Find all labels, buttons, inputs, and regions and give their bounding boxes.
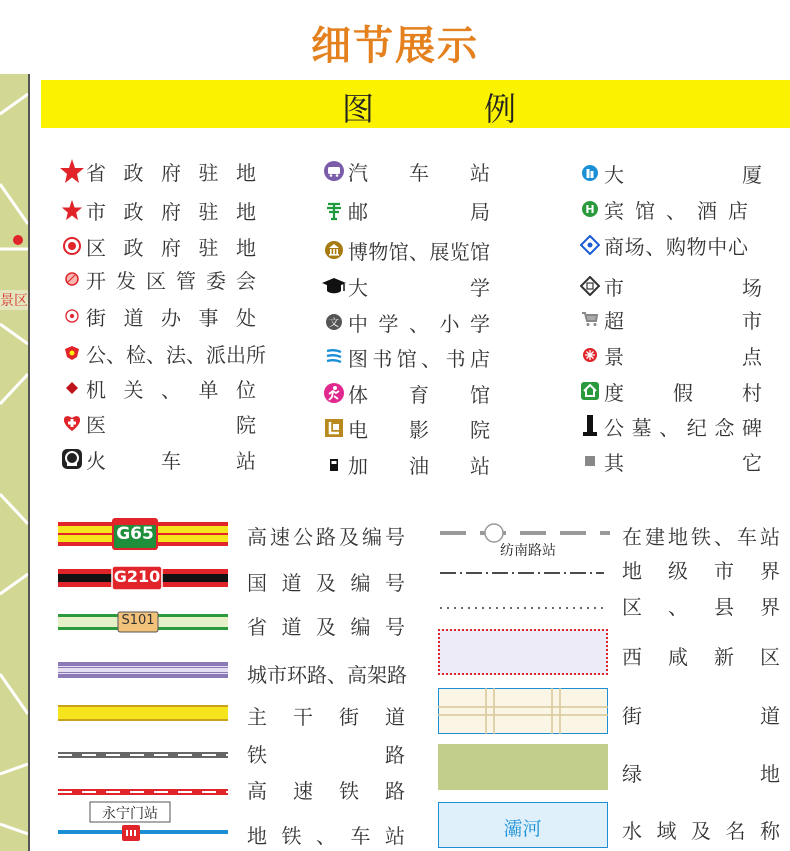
metro-station-label: 永宁门站 (102, 806, 158, 822)
map-fragment-label: 景区 (0, 290, 28, 310)
legend-item (320, 415, 490, 441)
legend-label: 超 市 (604, 308, 762, 333)
green-land-symbol (438, 744, 608, 790)
legend-label: 公 、 检 、 法 、 派 出 所 (86, 342, 266, 367)
other-icon (576, 449, 604, 473)
legend-item (576, 196, 748, 222)
xixian-new-area-symbol (438, 629, 608, 675)
metro-symbol (58, 800, 228, 846)
bus-station-icon (320, 159, 348, 183)
legend-item (58, 340, 266, 367)
resort-icon (576, 379, 604, 403)
ring-road-symbol (58, 660, 228, 680)
market-icon (576, 274, 604, 298)
red-star-icon (58, 198, 86, 222)
legend-label: 体 育 馆 (348, 382, 490, 407)
provincial-road-badge: S101 (121, 613, 155, 628)
legend-label: 图 书 馆 、 书 店 (348, 346, 490, 371)
street-symbol (438, 688, 608, 734)
main-street-symbol (58, 704, 228, 722)
legend-item (58, 233, 256, 259)
cinema-icon (320, 416, 348, 440)
police-icon (58, 341, 86, 365)
national-road-symbol (58, 564, 228, 592)
legend-item (58, 446, 256, 472)
school-icon (320, 310, 348, 334)
water-symbol (438, 802, 608, 848)
county-boundary-symbol (440, 597, 604, 605)
hospital-icon (58, 411, 86, 435)
legend-banner (41, 80, 790, 128)
legend-item (320, 344, 490, 370)
legend-label: 电 影 院 (348, 417, 490, 442)
dev-zone-icon (58, 267, 86, 291)
legend-label: 在 建 地 铁 、 车 站 (622, 525, 780, 549)
building-icon (576, 161, 604, 185)
legend-item (576, 273, 762, 299)
museum-icon (320, 238, 348, 262)
cemetery-icon (576, 414, 604, 438)
legend-item (58, 410, 256, 436)
legend-label: 水 域 及 名 称 (622, 819, 780, 843)
legend-label: 高 速 铁 路 (247, 779, 405, 803)
legend-label: 城 市 环 路 、 高 架 路 (247, 663, 407, 687)
national-road-badge: G210 (113, 567, 161, 586)
gas-station-icon (320, 452, 348, 476)
legend-label: 绿 地 (622, 762, 780, 786)
legend-item (576, 413, 762, 439)
expressway-badge: G65 (116, 524, 154, 544)
legend-label: 主 干 街 道 (247, 705, 405, 729)
legend-label: 加 油 站 (348, 453, 490, 478)
provincial-road-symbol (58, 610, 228, 634)
legend-label: 地 级 市 界 (622, 559, 780, 583)
legend-label: 机 关 、 单 位 (86, 377, 256, 402)
legend-label: 街 道 (622, 704, 780, 728)
legend-label: 宾 馆 、 酒 店 (604, 198, 748, 223)
subdistrict-office-icon (58, 304, 86, 328)
legend-title-right: 例 (484, 90, 517, 128)
prefecture-boundary-symbol (440, 563, 604, 573)
legend-label: 区 、 县 界 (622, 595, 780, 619)
legend-item (58, 266, 256, 292)
legend-label: 省 政 府 驻 地 (86, 160, 256, 185)
university-icon (320, 274, 348, 298)
mall-icon (576, 233, 604, 257)
legend-label: 景 点 (604, 344, 762, 369)
legend-label: 中 学 、 小 学 (348, 311, 490, 336)
legend-label: 火 车 站 (86, 448, 256, 473)
water-name: 灞河 (503, 818, 542, 840)
library-icon (320, 345, 348, 369)
legend-item (576, 378, 762, 404)
legend-item (320, 380, 490, 406)
legend-label: 大 厦 (604, 162, 762, 187)
legend-item (320, 237, 490, 263)
construction-station-label: 纺南路站 (500, 543, 556, 559)
legend-label: 市 政 府 驻 地 (86, 199, 256, 224)
legend-label: 西 咸 新 区 (622, 645, 780, 669)
legend-label: 度 假 村 (604, 380, 762, 405)
legend-item (576, 160, 762, 186)
supermarket-icon (576, 307, 604, 331)
legend-item (58, 158, 256, 184)
hotel-icon (576, 197, 604, 221)
svg-text:文: 文 (329, 318, 339, 329)
post-office-icon (320, 198, 348, 222)
legend-item (58, 197, 256, 223)
legend-label: 铁 路 (247, 743, 405, 767)
train-station-icon (58, 447, 86, 471)
gym-icon (320, 381, 348, 405)
map-fragment (0, 74, 30, 851)
legend-label: 博 物 馆 、 展 览 馆 (348, 239, 490, 264)
legend-label: 公 墓 、 纪 念 碑 (604, 415, 762, 440)
scenic-spot-icon (576, 343, 604, 367)
legend-title-left: 图 (342, 90, 375, 128)
legend-item (320, 197, 490, 223)
legend-item (58, 375, 256, 401)
district-seat-icon (58, 234, 86, 258)
legend-label: 医 院 (86, 412, 256, 437)
legend-item (320, 158, 490, 184)
railway-symbol (58, 745, 228, 755)
institution-icon (58, 376, 86, 400)
legend-label: 商 场 、 购 物 中 心 (604, 234, 748, 259)
legend-label: 市 场 (604, 275, 762, 300)
legend-item (320, 273, 490, 299)
legend-item (576, 306, 762, 332)
page-title: 细节展示 (311, 23, 479, 69)
legend-label: 省 道 及 编 号 (247, 615, 405, 639)
legend-item (576, 448, 762, 474)
red-star-icon (58, 159, 86, 183)
svg-text:H: H (585, 203, 595, 216)
legend-label: 区 政 府 驻 地 (86, 235, 256, 260)
legend-label: 地 铁 、 车 站 (247, 824, 405, 848)
legend-label: 国 道 及 编 号 (247, 571, 405, 595)
legend-item (58, 303, 256, 329)
legend-item (320, 451, 490, 477)
legend-item (576, 342, 762, 368)
expressway-symbol (58, 516, 228, 552)
legend-label: 高 速 公 路 及 编 号 (247, 525, 405, 549)
legend-label: 邮 局 (348, 199, 490, 224)
legend-label: 开 发 区 管 委 会 (86, 268, 256, 293)
metro-construction-symbol (440, 522, 610, 562)
legend-label: 其 它 (604, 450, 762, 475)
legend-label: 街 道 办 事 处 (86, 305, 256, 330)
high-speed-rail-symbol (58, 782, 228, 792)
legend-item (576, 232, 748, 258)
legend-label: 大 学 (348, 275, 490, 300)
legend-label: 汽 车 站 (348, 160, 490, 185)
legend-item (320, 309, 490, 335)
